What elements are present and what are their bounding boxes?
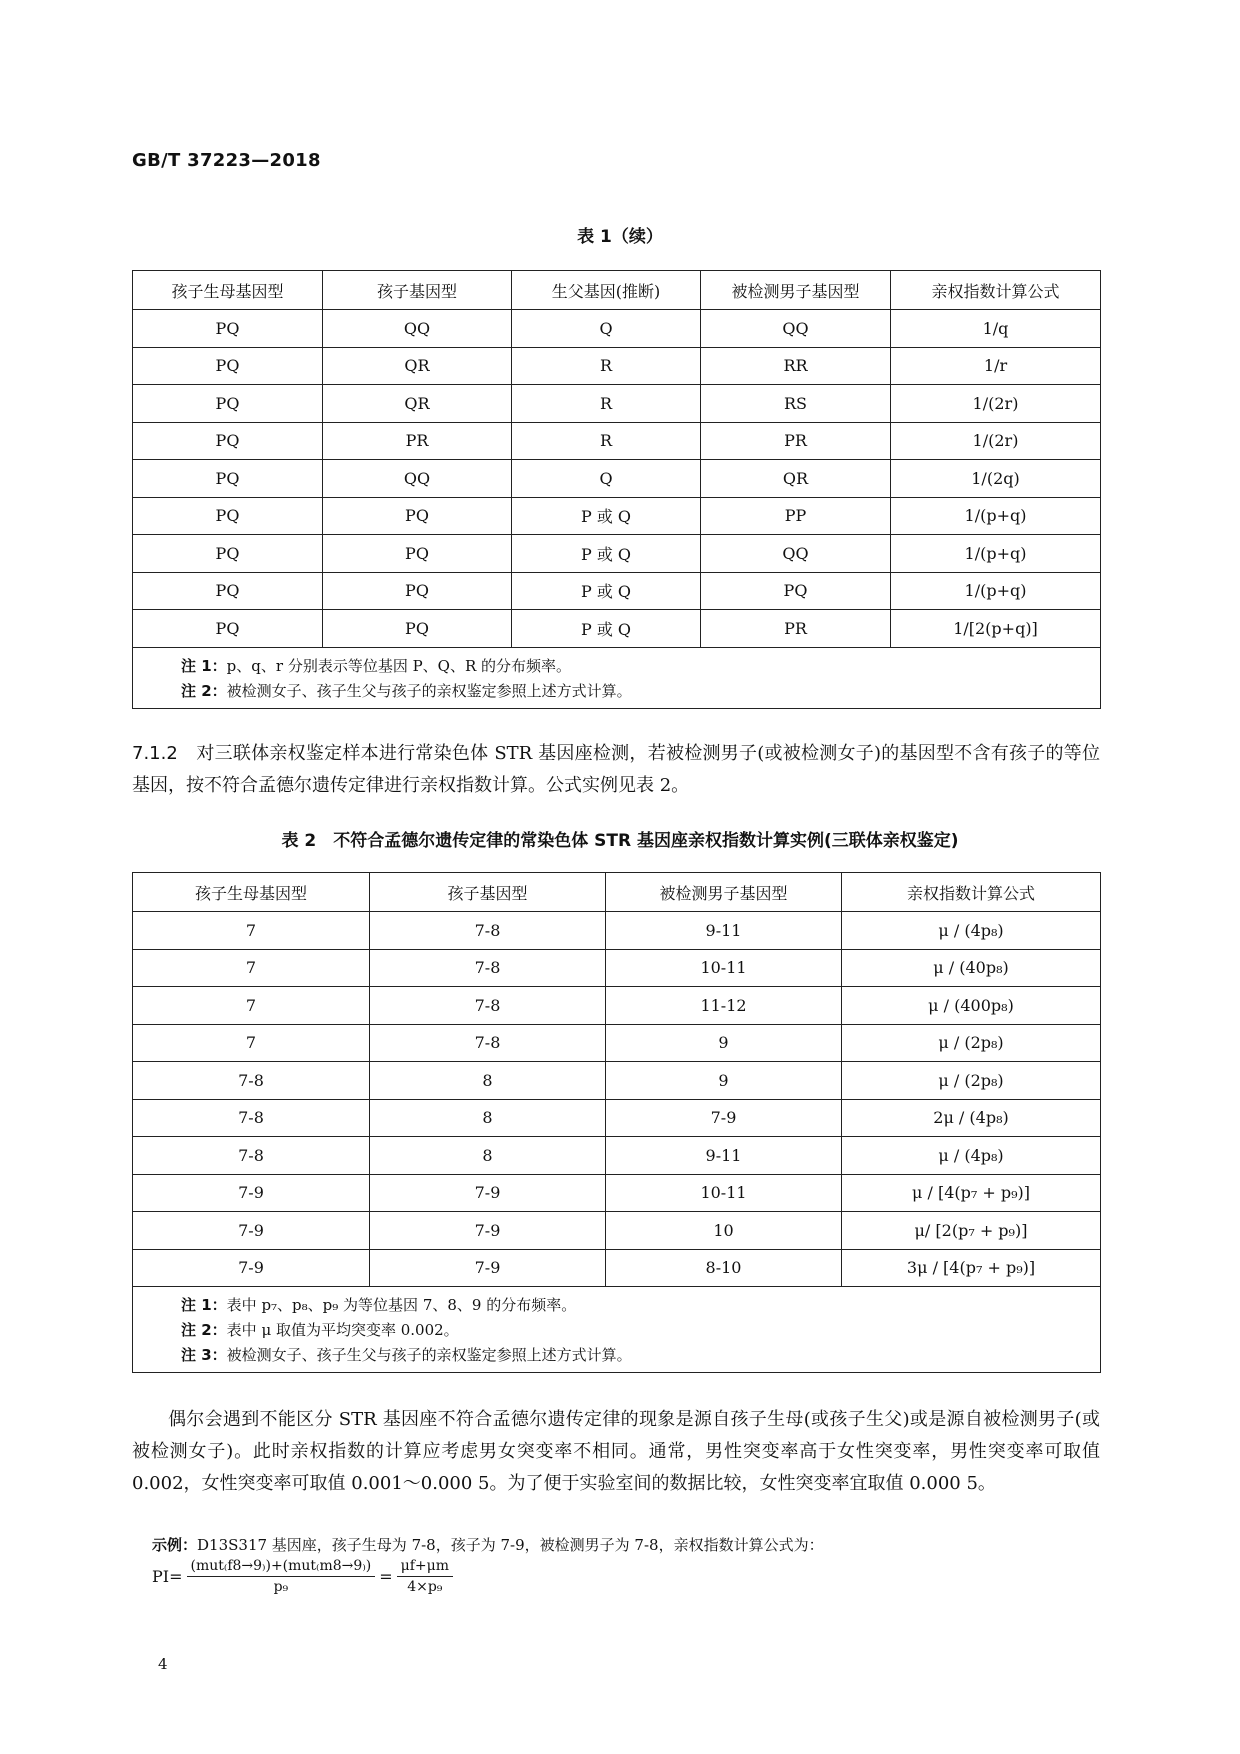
- table2-cell: 9: [606, 1024, 842, 1062]
- table1-cell: 1/q: [891, 310, 1101, 348]
- fraction-2-denominator: 4×p₉: [407, 1579, 443, 1595]
- table2-cell: 7: [133, 949, 370, 987]
- table2-note-label: 注 1：: [181, 1296, 227, 1314]
- fraction-1-numerator: (mut₍f8→9₎)+(mut₍m8→9₎): [187, 1558, 376, 1577]
- table1-caption: 表 1（续）: [577, 227, 663, 247]
- table2-note: [181, 1318, 1088, 1343]
- table1-header-row: [133, 271, 1101, 310]
- table2-column-header: 亲权指数计算公式: [842, 873, 1101, 912]
- table2-cell: μ / (40p₈): [842, 949, 1101, 987]
- table1-row: [133, 610, 1101, 648]
- table2-cell: 7-9: [133, 1212, 370, 1250]
- table2-cell: 7-8: [370, 912, 606, 950]
- table2-cell: 7-8: [133, 1137, 370, 1175]
- table2-cell: μ / (2p₈): [842, 1024, 1101, 1062]
- table1-cell: PQ: [133, 422, 323, 460]
- table1-cell: QR: [701, 460, 891, 498]
- table1-cell: 1/[2(p+q)]: [891, 610, 1101, 648]
- table2-cell: 10-11: [606, 1174, 842, 1212]
- table1-cell: QR: [323, 347, 512, 385]
- table2-cell: 9: [606, 1062, 842, 1100]
- table2-cell: 7-9: [133, 1249, 370, 1287]
- table1-cell: P 或 Q: [512, 610, 701, 648]
- table2-column-header: 孩子生母基因型: [133, 873, 370, 912]
- table1-cell: PQ: [323, 572, 512, 610]
- table1-note-text: 被检测女子、孩子生父与孩子的亲权鉴定参照上述方式计算。: [226, 681, 632, 700]
- body-paragraph: 偶尔会遇到不能区分 STR 基因座不符合孟德尔遗传定律的现象是源自孩子生母(或孩子生父)或是源自被检测男子(或被检测女子)。此时亲权指数的计算应考虑男女突变率不相同。通常，男性突变率高于女性突变率，男性突变率可取值 0.002，女性突变率可取值 0.001～0.000 5。为了便于实验室间的数据比较，女性突变率宜取值 0.000 5。: [132, 1409, 1100, 1494]
- table2-row: [133, 1249, 1101, 1287]
- table1-cell: PR: [701, 610, 891, 648]
- formula-lhs: PI=: [152, 1567, 183, 1586]
- table2-cell: 8-10: [606, 1249, 842, 1287]
- formula-fraction-2: [397, 1558, 453, 1595]
- table2-cell: μ / (400p₈): [842, 987, 1101, 1025]
- table2-cell: 7-8: [370, 949, 606, 987]
- table2-caption: 表 2 不符合孟德尔遗传定律的常染色体 STR 基因座亲权指数计算实例(三联体亲权鉴定): [281, 831, 959, 851]
- table1-column-header: 生父基因(推断): [512, 271, 701, 310]
- table1-notes-row: [133, 647, 1101, 708]
- table1-cell: PR: [323, 422, 512, 460]
- formula-equals: =: [379, 1567, 393, 1586]
- table1-column-header: 孩子基因型: [323, 271, 512, 310]
- table2: [132, 872, 1101, 1373]
- table1-note-text: p、q、r 分别表示等位基因 P、Q、R 的分布频率。: [226, 656, 572, 675]
- formula-fraction-1: [187, 1558, 376, 1595]
- table1-column-header: 被检测男子基因型: [701, 271, 891, 310]
- table2-row: [133, 1062, 1101, 1100]
- table1-row: [133, 310, 1101, 348]
- table2-row: [133, 1099, 1101, 1137]
- table2-row: [133, 1137, 1101, 1175]
- table1-cell: QQ: [701, 535, 891, 573]
- section-number: 7.1.2: [132, 743, 178, 764]
- table2-cell: 11-12: [606, 987, 842, 1025]
- table1-cell: PQ: [133, 535, 323, 573]
- table2-cell: 3μ / [4(p₇ + p₉)]: [842, 1249, 1101, 1287]
- table2-note-text: 表中 p₇、p₈、p₉ 为等位基因 7、8、9 的分布频率。: [226, 1296, 577, 1314]
- table2-row: [133, 1024, 1101, 1062]
- table1-cell: PQ: [133, 610, 323, 648]
- fraction-2-numerator: μf+μm: [397, 1558, 453, 1577]
- table2-cell: 7: [133, 912, 370, 950]
- table2-notes: [133, 1287, 1101, 1373]
- table1-notes: [133, 647, 1101, 708]
- table2-cell: 9-11: [606, 1137, 842, 1175]
- table2-note: [181, 1293, 1088, 1318]
- table1-cell: PQ: [133, 310, 323, 348]
- table1-cell: P 或 Q: [512, 535, 701, 573]
- table2-note-text: 被检测女子、孩子生父与孩子的亲权鉴定参照上述方式计算。: [226, 1346, 632, 1364]
- table2-cell: 8: [370, 1137, 606, 1175]
- table2-cell: 7-8: [370, 987, 606, 1025]
- table1-cell: RS: [701, 385, 891, 423]
- example-label: 示例：: [152, 1536, 198, 1554]
- table2-column-header: 被检测男子基因型: [606, 873, 842, 912]
- table1-cell: PQ: [133, 347, 323, 385]
- table1-row: [133, 422, 1101, 460]
- table2-notes-row: [133, 1287, 1101, 1373]
- table1-cell: Q: [512, 460, 701, 498]
- fraction-1-denominator: p₉: [273, 1579, 289, 1595]
- table2-cell: 7-9: [370, 1174, 606, 1212]
- table1-cell: PR: [701, 422, 891, 460]
- example-text: D13S317 基因座，孩子生母为 7-8，孩子为 7-9，被检测男子为 7-8，亲权指数计算公式为：: [197, 1536, 824, 1554]
- table1-note-label: 注 2：: [181, 681, 227, 700]
- table2-note-label: 注 3：: [181, 1346, 227, 1364]
- table1-cell: PP: [701, 497, 891, 535]
- table2-note-text: 表中 μ 取值为平均突变率 0.002。: [226, 1321, 459, 1339]
- table1-row: [133, 460, 1101, 498]
- example: [152, 1534, 824, 1555]
- page-number: 4: [158, 1655, 168, 1673]
- table1-cell: 1/(p+q): [891, 497, 1101, 535]
- table2-cell: μ / (4p₈): [842, 1137, 1101, 1175]
- table1-cell: 1/r: [891, 347, 1101, 385]
- table1-cell: R: [512, 422, 701, 460]
- table1-cell: R: [512, 347, 701, 385]
- table1-cell: 1/(p+q): [891, 535, 1101, 573]
- table1-column-header: 孩子生母基因型: [133, 271, 323, 310]
- table2-cell: 9-11: [606, 912, 842, 950]
- table2-row: [133, 1174, 1101, 1212]
- table2-cell: μ/ [2(p₇ + p₉)]: [842, 1212, 1101, 1250]
- table2-cell: 10: [606, 1212, 842, 1250]
- table1-note-label: 注 1：: [181, 656, 227, 675]
- table2-cell: 7: [133, 1024, 370, 1062]
- table2-note: [181, 1343, 1088, 1368]
- table1-note: [181, 679, 1088, 704]
- table2-column-header: 孩子基因型: [370, 873, 606, 912]
- table1-row: [133, 572, 1101, 610]
- table1-cell: PQ: [133, 497, 323, 535]
- table1-cell: PQ: [323, 535, 512, 573]
- table1-cell: QQ: [701, 310, 891, 348]
- table1-cell: 1/(2r): [891, 385, 1101, 423]
- document-code: GB/T 37223—2018: [132, 150, 321, 171]
- table2-cell: 10-11: [606, 949, 842, 987]
- table2-row: [133, 949, 1101, 987]
- table2-cell: 7: [133, 987, 370, 1025]
- table1: [132, 270, 1101, 709]
- table1-cell: P 或 Q: [512, 572, 701, 610]
- table1-row: [133, 347, 1101, 385]
- table2-cell: 7-8: [133, 1099, 370, 1137]
- table2-cell: 7-9: [370, 1212, 606, 1250]
- table2-cell: μ / (4p₈): [842, 912, 1101, 950]
- table1-cell: 1/(2r): [891, 422, 1101, 460]
- section-text: 对三联体亲权鉴定样本进行常染色体 STR 基因座检测，若被检测男子(或被检测女子)的基因型不含有孩子的等位基因，按不符合孟德尔遗传定律进行亲权指数计算。公式实例见表 2。: [132, 743, 1101, 796]
- table1-cell: P 或 Q: [512, 497, 701, 535]
- table1-cell: QQ: [323, 460, 512, 498]
- table1-cell: PQ: [133, 460, 323, 498]
- table1-cell: 1/(p+q): [891, 572, 1101, 610]
- table2-cell: μ / [4(p₇ + p₉)]: [842, 1174, 1101, 1212]
- table2-cell: 7-8: [133, 1062, 370, 1100]
- table1-cell: PQ: [323, 610, 512, 648]
- table2-row: [133, 987, 1101, 1025]
- table1-cell: QR: [323, 385, 512, 423]
- table1-cell: PQ: [323, 497, 512, 535]
- table2-row: [133, 912, 1101, 950]
- table1-cell: 1/(2q): [891, 460, 1101, 498]
- table1-row: [133, 497, 1101, 535]
- table1-cell: RR: [701, 347, 891, 385]
- table2-cell: 7-9: [133, 1174, 370, 1212]
- table2-cell: 8: [370, 1099, 606, 1137]
- table1-column-header: 亲权指数计算公式: [891, 271, 1101, 310]
- table1-cell: QQ: [323, 310, 512, 348]
- table2-cell: 7-8: [370, 1024, 606, 1062]
- table2-cell: 7-9: [370, 1249, 606, 1287]
- table2-header-row: [133, 873, 1101, 912]
- table1-note: [181, 654, 1088, 679]
- table2-cell: μ / (2p₈): [842, 1062, 1101, 1100]
- table1-cell: Q: [512, 310, 701, 348]
- table2-cell: 8: [370, 1062, 606, 1100]
- table2-row: [133, 1212, 1101, 1250]
- section-7-1-2: [132, 738, 1100, 802]
- table1-cell: PQ: [701, 572, 891, 610]
- table1-cell: R: [512, 385, 701, 423]
- pi-formula: [152, 1558, 453, 1595]
- table1-row: [133, 535, 1101, 573]
- table2-cell: 2μ / (4p₈): [842, 1099, 1101, 1137]
- table1-cell: PQ: [133, 385, 323, 423]
- table2-cell: 7-9: [606, 1099, 842, 1137]
- table1-row: [133, 385, 1101, 423]
- table1-cell: PQ: [133, 572, 323, 610]
- table2-note-label: 注 2：: [181, 1321, 227, 1339]
